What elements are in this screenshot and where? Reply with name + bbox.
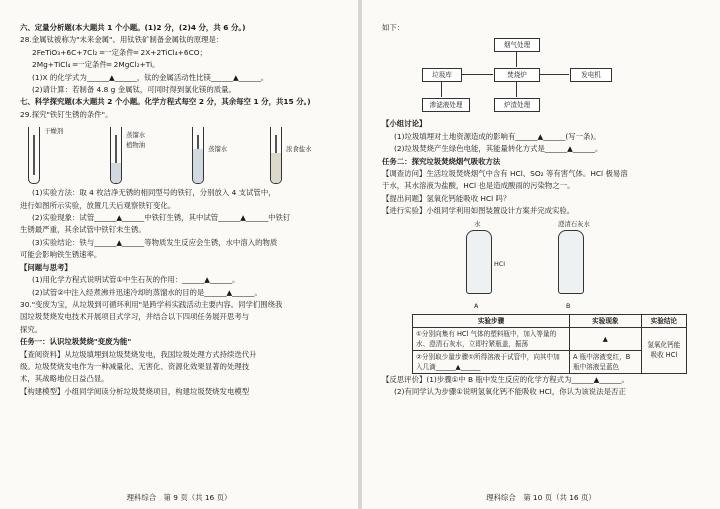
table-header: 实验步骤 <box>413 314 570 327</box>
table-cell-step: ②分别取少量步骤①所得溶液于试管中，向其中加入几滴______▲______ <box>413 350 570 373</box>
incineration-flow-diagram <box>382 34 712 118</box>
flow-box: 炉渣处理 <box>494 98 540 112</box>
text-line: 【小组讨论】 <box>382 119 427 129</box>
text-line: (1)实验方法：取 4 枚洁净无锈的相同型号的铁钉，分别放入 4 支试管中， <box>32 188 276 198</box>
test-tube-1 <box>28 127 40 184</box>
page-footer: 理科综合 第 9 页（共 16 页） <box>126 493 232 502</box>
bottle-label-b: B <box>566 301 571 310</box>
text-line: 术，其战略地位日益凸显。 <box>20 374 109 384</box>
text-line: 【调查访问】生活垃圾焚烧烟气中含有 HCl、SO₂ 等有害气体。HCl 极易溶 <box>382 169 628 179</box>
text-line: 于水，其水溶液为盐酸，HCl 也是造成酸雨的污染物之一。 <box>382 181 575 191</box>
left-lines-continued <box>20 187 350 398</box>
left-page <box>0 0 358 509</box>
text-line: 探究。 <box>20 324 43 334</box>
bottle-label-hcl: HCl <box>494 259 506 268</box>
text-line: (2)请计算：若制备 4.8 g 金属钛，可同时得到氯化镁的质量。 <box>32 85 236 95</box>
text-line: 2FeTiO₃+6C+7Cl₂ ═一定条件═ 2X+2TiCl₄+6CO； <box>32 47 207 57</box>
text-line: (1)用化学方程式说明试管①中生石灰的作用：______▲______。 <box>32 275 240 285</box>
text-line: 【提出问题】氢氧化钙能吸收 HCl 吗？ <box>382 193 511 203</box>
text-line: 进行如图所示实验，放置几天后观察铁钉变化。 <box>20 200 176 210</box>
table-cell-phenomenon: ▲ <box>570 327 642 350</box>
bottle-label-limewater: 澄清石灰水 <box>558 219 590 228</box>
table-header: 实验结论 <box>641 314 686 327</box>
hcl-bottle-apparatus <box>382 218 712 314</box>
text-line: (2)实验现象：试管______▲______中铁钉生锈，其中试管______▲______中铁钉 <box>32 213 291 223</box>
text-line: (1)垃圾填埋对土地资源造成的影响有______▲______(写一条)。 <box>394 131 601 141</box>
flow-box: 垃圾库 <box>422 68 462 82</box>
flow-box: 发电机 <box>570 68 612 82</box>
text-line: 【构建模型】小组同学阅读分析垃圾焚烧项目，构建垃圾焚烧发电模型 <box>20 386 250 396</box>
figure-label: 蒸馏水 <box>126 131 146 140</box>
experiment-table <box>412 314 687 374</box>
flow-arrow <box>540 74 569 75</box>
text-line: 任务一：认识垃圾焚烧"变废为能" <box>20 337 132 347</box>
text-line: 七、科学探究题(本大题共 2 个小题。化学方程式每空 2 分，其余每空 1 分，共15 分。) <box>20 97 311 107</box>
text-line: 生锈最严重，其余试管中铁钉未生锈。 <box>20 225 146 235</box>
left-lines <box>20 22 350 121</box>
text-line: (3)实验结论：铁与______▲______等物质发生反应会生锈，水中溶入的物质 <box>32 237 278 247</box>
text-line: 级。垃圾焚烧发电作为一种减量化、无害化、资源化效果显著的处理技 <box>20 361 250 371</box>
test-tube-3 <box>192 127 204 184</box>
flow-box: 烟气处理 <box>494 38 540 52</box>
table-cell-conclusion: 氢氧化钙能吸收 HCl <box>641 327 686 373</box>
text-line: (2)有同学认为步骤①说明氢氧化钙不能吸收 HCl，你认为该说法是否正 <box>394 387 626 397</box>
text-line: (2)试管②中注入经煮沸并迅速冷却的蒸馏水的目的是______▲______。 <box>32 287 262 297</box>
text-line: 【进行实验】小组同学利用如图装置设计方案并完成实验。 <box>382 206 575 216</box>
figure-label: 蒸馏水 <box>208 145 228 154</box>
text-line: 28.金属钛被称为"未来金属"。用钛铁矿制备金属钛的原理是： <box>20 35 224 45</box>
figure-label: 浓食盐水 <box>286 145 312 154</box>
left-text-block <box>20 22 350 398</box>
table-cell-step: ①分别向集有 HCl 气体的塑料瓶中，加入等量的水、澄清石灰水，立即拧紧瓶盖，振荡 <box>413 327 570 350</box>
bottle-a <box>466 230 492 294</box>
text-line: (1)X 的化学式为______▲______，钛的金属活动性比镁______▲______。 <box>32 72 269 82</box>
table-header: 实验现象 <box>570 314 642 327</box>
text-line: 29.探究"铁钉生锈的条件"。 <box>20 109 113 119</box>
table-row <box>413 327 687 350</box>
bottle-b <box>558 230 584 294</box>
text-line: 任务二：探究垃圾焚烧烟气吸收方法 <box>382 156 501 166</box>
flow-arrow <box>441 82 442 97</box>
test-tube-2 <box>110 127 122 184</box>
right-lines-continued <box>382 374 712 399</box>
flow-box: 焚烧炉 <box>494 68 540 82</box>
bottle-label-water: 水 <box>474 219 481 228</box>
test-tube-4 <box>270 127 282 184</box>
text-line: 【反思评价】(1)步骤①中 B 瓶中发生反应的化学方程式为______▲______。 <box>382 374 629 384</box>
text-line: 30."变废为宝，从垃圾到可循环利用"是跨学科实践活动主要内容。同学们围绕我 <box>20 299 283 309</box>
right-lines <box>382 118 712 217</box>
page-footer: 理科综合 第 10 页（共 16 页） <box>486 493 596 502</box>
flow-arrow <box>516 52 517 67</box>
text-line: 2Mg+TiCl₄ ═一定条件═ 2MgCl₂+Ti。 <box>32 60 160 70</box>
table-cell-phenomenon: A 瓶中溶液变红，B 瓶中溶液呈蓝色 <box>570 350 642 373</box>
text-line: (2)垃圾焚烧产生绿色电能，其能量转化方式是______▲______。 <box>394 144 603 154</box>
right-text-block <box>382 22 712 398</box>
flow-arrow <box>516 82 517 97</box>
flow-box: 渗滤液处理 <box>422 98 470 112</box>
figure-label: 植物油 <box>126 141 146 150</box>
text-line: 【查阅资料】从垃圾填埋到垃圾焚烧发电，我国垃圾处理方式持续迭代升 <box>20 349 257 359</box>
text-line: 可能会影响铁生锈速率。 <box>20 250 102 260</box>
text-line: 国垃圾焚烧发电技术开展项目式学习，并结合以下四项任务展开思考与 <box>20 312 250 322</box>
figure-label: 干燥剂 <box>44 127 64 136</box>
bottle-label-a: A <box>474 301 479 310</box>
text-line: 【问题与思考】 <box>20 262 72 272</box>
text-line: 六、定量分析题(本大题共 1 个小题。(1)2 分，(2)4 分，共 6 分。) <box>20 23 246 32</box>
right-page <box>362 0 720 509</box>
flow-arrow <box>462 74 493 75</box>
intro-line: 如下： <box>382 23 405 32</box>
rust-experiment-figure <box>20 121 350 187</box>
